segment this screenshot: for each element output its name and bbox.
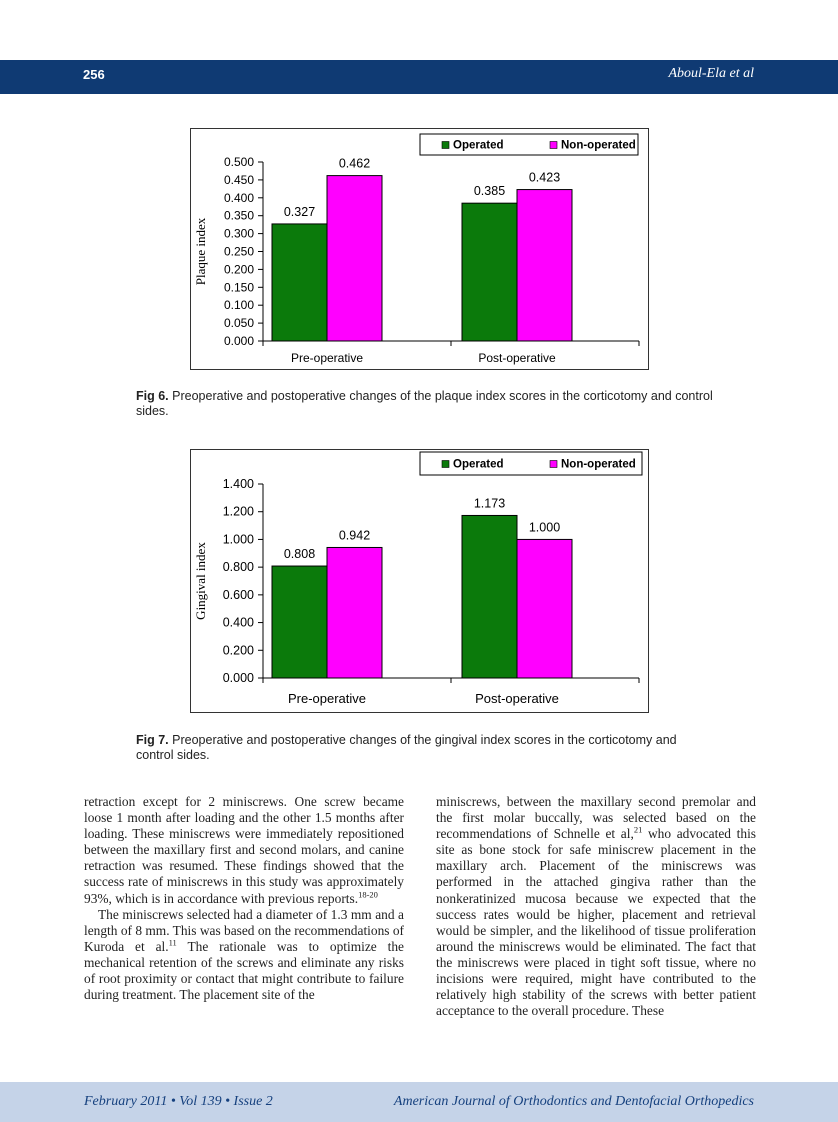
y-tick-label: 0.100: [223, 298, 254, 313]
data-label: 0.423: [528, 170, 561, 185]
y-tick-label: 1.000: [222, 532, 254, 547]
y-tick-label: 0.200: [223, 262, 254, 277]
y-tick-label: 0.400: [222, 615, 254, 630]
data-label: 1.173: [473, 496, 506, 511]
y-tick-label: 0.800: [222, 560, 254, 575]
citation-superscript: 18-20: [358, 889, 378, 900]
figure-7-caption: [136, 733, 716, 763]
y-tick-label: 0.000: [222, 671, 254, 685]
x-category-label: Pre-operative: [290, 351, 364, 365]
y-tick-label: 0.450: [223, 172, 254, 187]
body-paragraph: [84, 794, 404, 907]
figure-6-caption-text: Preoperative and postoperative changes of the plaque index scores in the corticotomy and control sides.: [136, 389, 713, 418]
figure-6-plaque-chart: [190, 128, 649, 370]
legend-label: Operated: [453, 139, 504, 152]
y-tick-label: 0.050: [223, 316, 254, 331]
y-tick-label: 0.200: [222, 643, 254, 658]
y-tick-label: 1.400: [222, 477, 254, 491]
paragraph-text: miniscrews, between the maxillary second premolar and the first molar buccally, was selected based on the recommendations of Schnelle et al,: [436, 794, 756, 842]
plaque-index-chart: [191, 129, 648, 369]
body-right-column: [436, 794, 756, 1019]
paragraph-text: who advocated this site as bone stock for safe miniscrew placement in the maxillary arch. Placement of the miniscrews was performed in the attached gingiva rather than the nonkeratinized mucosa because we expected that the success rates would be higher, placement and retrieval would be simpler, and the likelihood of tissue proliferation around the miniscrews would be eliminated. The fact that the miniscrews were placed in tight soft tissue, where no incisions were required, might have contributed to the relatively high stability of the screws with better patient acceptance to the overall procedure. These: [436, 826, 756, 1019]
legend-swatch: [442, 142, 449, 149]
figure-7-gingival-chart: [190, 449, 649, 713]
legend-label: Non-operated: [561, 139, 636, 152]
bar-non-operated-1: [517, 539, 572, 678]
bar-operated-1: [462, 203, 517, 341]
legend-swatch: [550, 142, 557, 149]
citation-superscript: 11: [168, 937, 177, 948]
bar-operated-0: [272, 566, 327, 678]
bar-non-operated-1: [517, 190, 572, 341]
header-bar: [0, 60, 838, 94]
legend-label: Operated: [453, 458, 504, 471]
bar-non-operated-0: [327, 176, 382, 341]
y-tick-label: 0.500: [223, 155, 254, 169]
y-tick-label: 0.600: [222, 587, 254, 602]
footer-issue: February 2011 • Vol 139 • Issue 2: [84, 1094, 273, 1109]
figure-7-caption-text: Preoperative and postoperative changes of the gingival index scores in the corticotomy and control sides.: [136, 733, 677, 762]
y-tick-label: 0.150: [223, 280, 254, 295]
body-paragraph: [84, 907, 404, 1004]
y-tick-label: 0.000: [223, 334, 254, 348]
y-axis-title: Plaque index: [193, 217, 208, 286]
paragraph-text: The miniscrews selected had a diameter of 1.3 mm and a length of 8 mm. This was based on the recommendations of Kuroda et al.: [84, 906, 404, 954]
figure-6-caption: [136, 389, 716, 419]
citation-superscript: 21: [633, 824, 643, 835]
legend-swatch: [550, 461, 557, 468]
data-label: 0.808: [283, 547, 316, 562]
y-tick-label: 1.200: [222, 504, 254, 519]
y-tick-label: 0.300: [223, 226, 254, 241]
data-label: 0.942: [338, 528, 371, 543]
paragraph-text: retraction except for 2 miniscrews. One screw became loose 1 month after loading and the other 1.5 months after loading. These miniscrews were immediately repositioned between the maxillary first and second molars, and canine retraction was resumed. These findings showed that the success rate of miniscrews in this study was approximately 93%, which is in accordance with previous reports.: [84, 794, 404, 906]
body-paragraph: [436, 794, 756, 1019]
gingival-index-chart: [191, 450, 648, 712]
y-tick-label: 0.350: [223, 208, 254, 223]
data-label: 0.385: [473, 184, 506, 199]
y-tick-label: 0.400: [223, 190, 254, 205]
running-head: Aboul-Ela et al: [668, 66, 754, 81]
bar-operated-0: [272, 224, 327, 341]
footer-bar: [0, 1082, 838, 1122]
x-category-label: Pre-operative: [287, 691, 367, 706]
figure-7-label: Fig 7.: [136, 733, 169, 747]
data-label: 1.000: [528, 520, 561, 535]
legend-swatch: [442, 461, 449, 468]
figure-6-label: Fig 6.: [136, 389, 169, 403]
bar-non-operated-0: [327, 547, 382, 678]
bar-operated-1: [462, 515, 517, 678]
y-tick-label: 0.250: [223, 244, 254, 259]
x-category-label: Post-operative: [478, 351, 556, 365]
footer-journal: American Journal of Orthodontics and Dentofacial Orthopedics: [393, 1094, 754, 1109]
data-label: 0.462: [338, 156, 371, 171]
body-left-column: [84, 794, 404, 1003]
data-label: 0.327: [283, 204, 316, 219]
page-number: 256: [83, 67, 105, 82]
legend-label: Non-operated: [561, 458, 636, 471]
y-axis-title: Gingival index: [193, 542, 208, 620]
x-category-label: Post-operative: [475, 691, 559, 706]
paragraph-text: The rationale was to optimize the mechanical retention of the screws and eliminate any risks of root proximity or contact that might contribute to failure during treatment. The placement site of the: [84, 938, 404, 1003]
